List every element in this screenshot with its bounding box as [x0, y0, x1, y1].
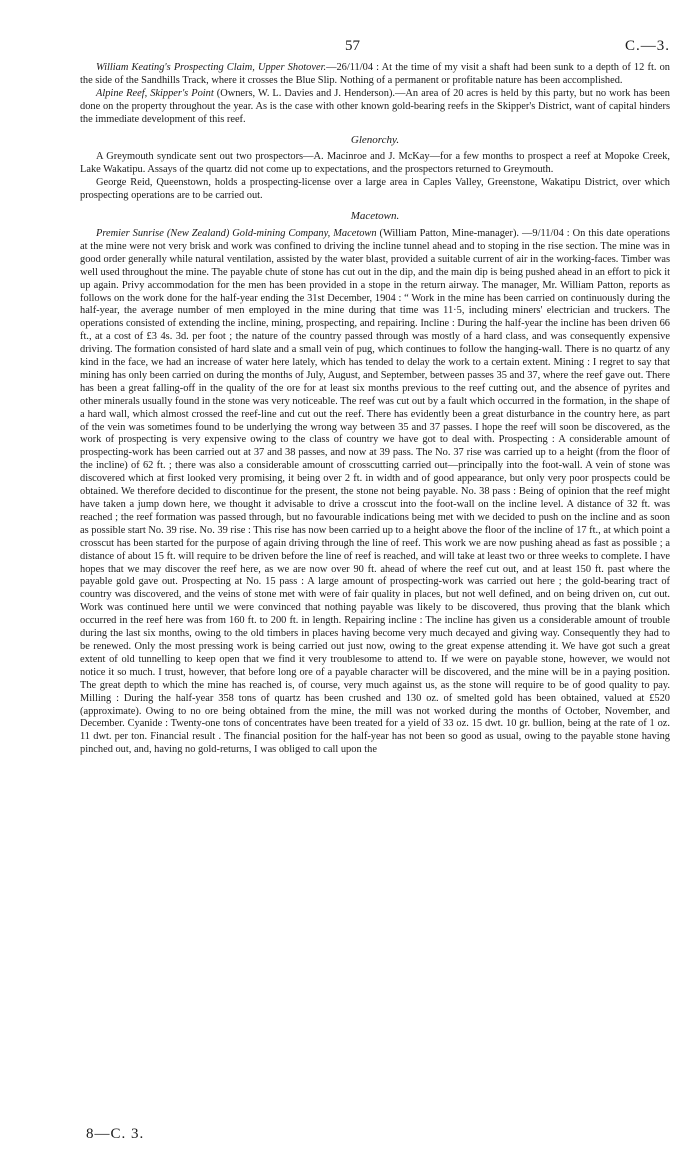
- paragraph-text: —26/11/04 : At the time of my visit a shaft had been sunk to a depth of 12 ft. on the side of the Sandhills Track, where it crosses the Blue Slip. Nothing of a permanent or profitable nature has been accomplished.: [80, 62, 670, 86]
- page-footer-signature: 8—C. 3.: [86, 1126, 145, 1142]
- document-page: [80, 38, 670, 757]
- reef-title: Alpine Reef, Skipper's Point: [96, 87, 214, 99]
- section-heading-macetown: Macetown.: [350, 210, 400, 223]
- page-header: [80, 38, 670, 62]
- paragraph-text: (Owners, W. L. Davies and J. Henderson).—An area of 20 acres is held by this party, but no work has been done on the property throughout the year. As is the case with other known gold-bearing reefs in the Skipper's District, want of capital hinders the immediate development of this reef.: [80, 87, 670, 125]
- paragraph-george-reid: George Reid, Queenstown, holds a prospecting-license over a large area in Caples Valley, Greenstone, Wakatipu District, over which prospecting operations are to be carried out.: [80, 177, 670, 202]
- paragraph-alpine-reef: [80, 88, 670, 127]
- document-reference: C.—3.: [624, 38, 670, 54]
- page-number: 57: [345, 38, 360, 54]
- paragraph-keating-claim: [80, 62, 670, 88]
- paragraph-text: (William Patton, Mine-manager). —9/11/04 : On this date operations at the mine were not very brisk and work was confined to driving the incline tunnel ahead and to stoping in the rise section. The mine was in good order generally while natural ventilation, assisted by the water blast, provided a suitable current of air in the working-faces. Timber was well used throughout the mine. The payable chute of stone has cut out in the dip, and the main dip is being pushed ahead in an effort to pick it up again. Privy accommodation for the men has been provided in a stope in the return airway. The manager, Mr. William Patton, reports as follows on the work done for the half-year ending the 31st December, 1904 : “ Work in the mine has been carried on continuously during the half-year, the average number of men employed in the mine during that time was 11·5, including miners' electrician and truckers. The operations consisted of extending the incline, mining, prospecting, and repairing. Incline : During the half-year the incline has been driven 66 ft., at a cost of £3 4s. 3d. per foot ; the nature of the country passed through was mostly of a hard class, and was consequently expensive driving. The formation consisted of hard slate and a small vein of pug, which continues to follow the hanging-wall. There is no quartz of any kind in the face, we had an increase of water here lately, which has tended to delay the work to a certain extent. Mining : I regret to say that mining has only been carried on during the months of July, August, and September, between passes 35 and 37, where the reef gave out. There has been a great falling-off in the quality of the ore for at least six months previous to the reef cutting out, and the absence of pyrites and other minerals usually found in the stone was very noticeable. The reef was cut out by a fault which occurred in the formation, in the shape of a hard wall, which almost crossed the reef-line and cut out the reef. There has evidently been a great disturbance in the country here, as part of the vein was sometimes found to be underlying the wrong way between 35 and 37 passes. I hope the reef will soon be discovered, as the work of prospecting is very expensive owing to the class of country we have got to deal with. Prospecting : A considerable amount of prospecting-work has been carried out at 37 and 38 passes, and now at 39 pass. The No. 37 rise was carried up to a height (from the floor of the incline) of 62 ft. ; there was also a considerable amount of crosscutting carried out—principally into the foot-wall. A vein of stone was discovered which at first looked very promising, it being over 2 ft. in width and of good appearance, but only very poor prospects could be obtained. We therefore decided to discontinue for the present, the stone not being payable. No. 38 pass : Being of opinion that the reef might have taken a jump down here, we thought it advisable to drive a crosscut into the foot-wall on the incline level. A distance of 32 ft. was reached ; the reef formation was passed through, but no favourable indications being met with we decided to push on the incline and as soon as possible start No. 39 rise. No. 39 rise : This rise has now been carried up to a height above the floor of the incline of 17 ft., at which point a crosscut has been started for the purpose of again driving through the line of reef. This work we are now pushing ahead as fast as possible ; a distance of about 15 ft. will require to be driven before the line of reef is reached, and will take at least two or three weeks to complete. I have hopes that we may discover the reef here, as we are now over 90 ft. ahead of where the reef cut out, and at least 150 ft. past where the payable gold gave out. Prospecting at No. 15 pass : A large amount of prospecting-work was carried out here ; the gold-bearing tract of country was discovered, and the veins of stone met with were of fair quality in places, but not well defined, and on being driven on, cut out. Work was continued here until we were convinced that nothing payable was likely to be discovered, thus proving that the blank which occurred in the reef here was from 160 ft. to 200 ft. in length. Repairing incline : The incline has given us a considerable amount of trouble during the last six months, owing to the old timbers in places having become very much decayed and giving way. Consequently they had to be renewed. Only the most pressing work is being carried out just now, owing to the great expense attending it. We have got such a great extent of old tunnelling to keep open that we find it very troublesome to attend to. If we were on payable stone, however, we would not notice it so much. I trust, however, that before long ore of a payable character will be discovered, and the mine will be in a paying position. The great depth to which the mine has reached is, of course, very much against us, as the stone will require to be of good quality to pay. Milling : During the half-year 358 tons of quartz has been crushed and 130 oz. of smelted gold has been obtained, valued at £520 (approximate). Owing to no ore being obtained from the mine, the mill was not worked during the months of October, November, and December. Cyanide : Twenty-one tons of concentrates have been treated for a yield of 33 oz. 15 dwt. 10 gr. bullion, being at the rate of 1 oz. 11 dwt. per ton. Financial result . The financial position for the half-year has not been so good as usual, owing to the payable stone having pinched out, and, having no gold-returns, I was obliged to call upon the: [80, 227, 670, 756]
- paragraph-greymouth-syndicate: A Greymouth syndicate sent out two prospectors—A. Macinroe and J. McKay—for a few months to prospect a reef at Mopoke Creek, Lake Wakatipu. Assays of the quartz did not come up to expectations, and the prospectors returned to Greymouth.: [80, 151, 670, 176]
- page-content: [80, 62, 670, 757]
- claim-title: William Keating's Prospecting Claim, Upper Shotover.: [96, 62, 327, 73]
- paragraph-premier-sunrise: [80, 228, 670, 757]
- section-heading-glenorchy: Glenorchy.: [350, 133, 400, 146]
- company-title: Premier Sunrise (New Zealand) Gold-mining Company, Macetown: [96, 227, 377, 239]
